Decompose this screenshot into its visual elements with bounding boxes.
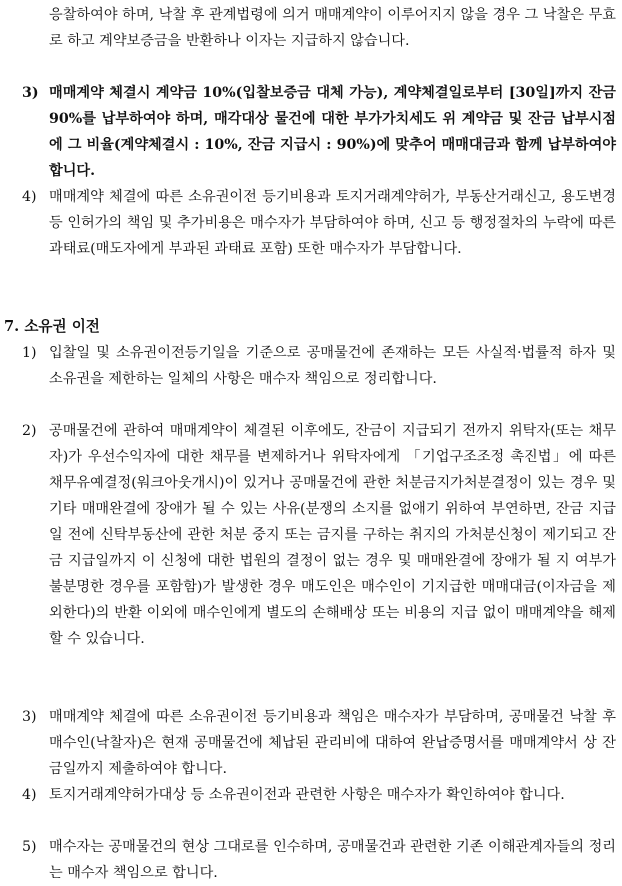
item-number: 4) — [22, 189, 37, 205]
section7-item-1 — [22, 340, 616, 392]
item-text: 매매계약 체결에 따른 소유권이전 등기비용과 토지거래계약허가, 부동산거래신고, 용도변경 등 인허가의 책임 및 추가비용은 매수자가 부담하여야 하며, 신고 등 행정절차의 누락에 따른 과태료(매도자에게 부과된 과태료 포함) 또한 매수자가 부담합니다. — [49, 189, 616, 257]
section7-item-2 — [22, 418, 616, 652]
section7-item-5 — [22, 834, 616, 886]
item-number: 3) — [22, 85, 39, 101]
section6-item-3 — [22, 80, 616, 184]
section7-item-4 — [22, 782, 616, 808]
item-number: 1) — [22, 345, 37, 361]
item-text: 매매계약 체결에 따른 소유권이전 등기비용과 책임은 매수자가 부담하며, 공매물건 낙찰 후 매수인(낙찰자)은 현재 공매물건에 체납된 관리비에 대하여 완납증명서를 매매계약서 상 잔금일까지 제출하여야 합니다. — [49, 709, 616, 777]
item-number: 4) — [22, 787, 37, 803]
section-heading: 7. 소유권 이전 — [4, 318, 100, 335]
intro-continuation: 응찰하여야 하며, 낙찰 후 관계법령에 의거 매매계약이 이루어지지 않을 경우 그 낙찰은 무효로 하고 계약보증금을 반환하나 이자는 지급하지 않습니다. — [49, 7, 616, 49]
item-text: 매매계약 체결시 계약금 10%(입찰보증금 대체 가능), 계약체결일로부터 [30일]까지 잔금 90%를 납부하여야 하며, 매각대상 물건에 대한 부가가치세도 위 계약금 및 잔금 납부시점에 그 비율(계약체결시 : 10%, 잔금 지급시 : 90%)에 맞추어 매매대금과 함께 납부하여야 합니다. — [49, 85, 616, 179]
item-number: 3) — [22, 709, 37, 725]
item-text: 공매물건에 관하여 매매계약이 체결된 이후에도, 잔금이 지급되기 전까지 위탁자(또는 채무자)가 우선수익자에 대한 채무를 변제하거나 위탁자에게 「기업구조조정 촉진법」에 따른 채무유예결정(워크아웃개시)이 있거나 공매물건에 관한 처분금지가처분결정이 있는 경우 및 기타 매매완결에 장애가 될 수 있는 사유(분쟁의 소지를 없애기 위하여 부연하면, 잔금 지급일 전에 신탁부동산에 관한 처분 중지 또는 금지를 구하는 취지의 가처분신청이 제기되고 잔금 지급일까지 이 신청에 대한 법원의 결정이 없는 경우 및 매매완결에 장애가 될 지 여부가 불분명한 경우를 포함함)가 발생한 경우 매도인은 매수인이 기지급한 매매대금(이자금을 제외한다)의 반환 이외에 매수인에게 별도의 손해배상 또는 비용의 지급 없이 매매계약을 해제할 수 있습니다. — [49, 423, 616, 647]
item-number: 2) — [22, 423, 37, 439]
item-text: 토지거래계약허가대상 등 소유권이전과 관련한 사항은 매수자가 확인하여야 합니다. — [49, 787, 565, 803]
section6-item-4 — [22, 184, 616, 262]
item-text: 입찰일 및 소유권이전등기일을 기준으로 공매물건에 존재하는 모든 사실적·법률적 하자 및 소유권을 제한하는 일체의 사항은 매수자 책임으로 정리합니다. — [49, 345, 616, 387]
section7-item-3 — [22, 704, 616, 782]
item-text: 매수자는 공매물건의 현상 그대로를 인수하며, 공매물건과 관련한 기존 이해관계자들의 정리는 매수자 책임으로 합니다. — [49, 839, 616, 881]
item-number: 5) — [22, 839, 37, 855]
